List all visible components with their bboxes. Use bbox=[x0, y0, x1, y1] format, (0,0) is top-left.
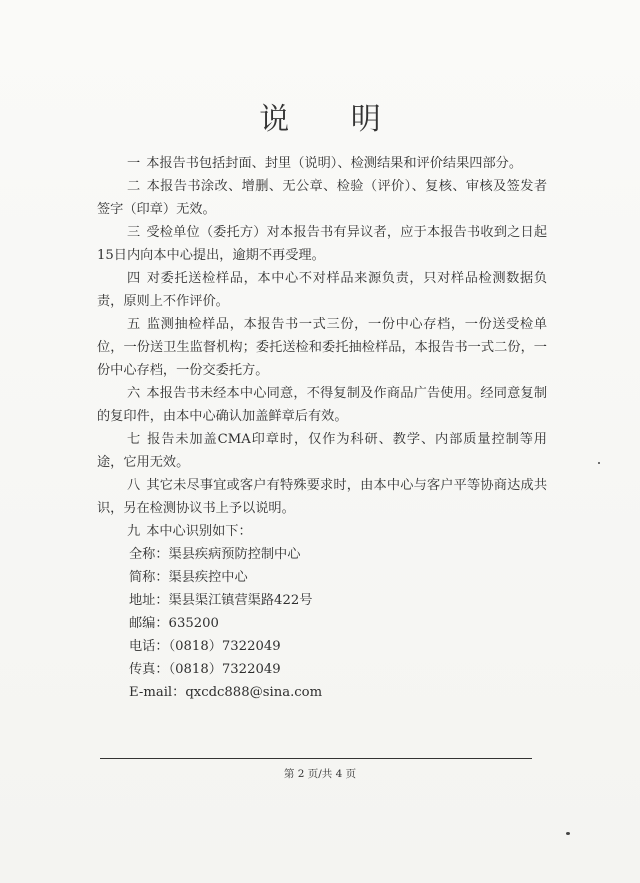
item-text: 本报告书涂改、增删、无公章、检验（评价）、复核、审核及签发者签字（印章）无效。 bbox=[97, 179, 548, 217]
instruction-item-4 bbox=[97, 267, 547, 313]
item-text: 本报告书包括封面、封里（说明）、检测结果和评价结果四部分。 bbox=[146, 156, 523, 171]
instructions-body bbox=[97, 152, 547, 704]
item-text: 监测抽检样品，本报告书一式三份，一份中心存档，一份送受检单位，一份送卫生监督机构；委托送检和委托抽检样品，本报告书一式二份，一份中心存档，一份交委托方。 bbox=[97, 317, 548, 378]
center-email: E-mail：qxcdc888@sina.com bbox=[129, 685, 323, 700]
footer-divider bbox=[100, 758, 532, 759]
item-number: 四 bbox=[127, 271, 141, 286]
instruction-item-3 bbox=[97, 221, 547, 267]
instruction-item-1 bbox=[97, 152, 547, 175]
item-number: 二 bbox=[127, 179, 141, 194]
item-text: 本中心识别如下： bbox=[146, 524, 252, 539]
item-number: 八 bbox=[127, 478, 141, 493]
item-number: 六 bbox=[127, 386, 141, 401]
center-short-name: 简称：渠县疾控中心 bbox=[129, 570, 248, 585]
instruction-item-7 bbox=[97, 428, 547, 474]
instruction-item-5 bbox=[97, 313, 547, 382]
item-text: 其它未尽事宜或客户有特殊要求时，由本中心与客户平等协商达成共识，另在检测协议书上予以说明。 bbox=[97, 478, 548, 516]
item-number: 五 bbox=[127, 317, 141, 332]
instruction-item-8 bbox=[97, 474, 547, 520]
page-title: 说 明 bbox=[259, 102, 407, 137]
scan-speck bbox=[598, 462, 600, 464]
instruction-item-2 bbox=[97, 175, 547, 221]
center-info-block bbox=[97, 543, 547, 704]
center-address: 地址：渠县渠江镇营渠路422号 bbox=[129, 593, 313, 608]
scan-speck bbox=[566, 832, 570, 835]
item-number: 一 bbox=[127, 156, 141, 171]
item-text: 本报告书未经本中心同意，不得复制及作商品广告使用。经同意复制的复印件，由本中心确认加盖鲜章后有效。 bbox=[97, 386, 548, 424]
center-fax: 传真：（0818）7322049 bbox=[129, 662, 281, 677]
center-full-name: 全称：渠县疾病预防控制中心 bbox=[129, 547, 301, 562]
instruction-item-9 bbox=[97, 520, 547, 543]
item-number: 三 bbox=[127, 225, 141, 240]
item-number: 七 bbox=[127, 432, 142, 447]
instruction-item-6 bbox=[97, 382, 547, 428]
center-phone: 电话：（0818）7322049 bbox=[129, 639, 281, 654]
page-number: 第 2 页/共 4 页 bbox=[283, 768, 357, 780]
item-text: 受检单位（委托方）对本报告书有异议者，应于本报告书收到之日起15日内向本中心提出，逾期不再受理。 bbox=[97, 225, 548, 263]
center-postcode: 邮编：635200 bbox=[129, 616, 219, 631]
item-number: 九 bbox=[127, 524, 141, 539]
item-text: 报告未加盖CMA印章时，仅作为科研、教学、内部质量控制等用途，它用无效。 bbox=[97, 432, 547, 470]
item-text: 对委托送检样品，本中心不对样品来源负责，只对样品检测数据负责，原则上不作评价。 bbox=[97, 271, 548, 309]
